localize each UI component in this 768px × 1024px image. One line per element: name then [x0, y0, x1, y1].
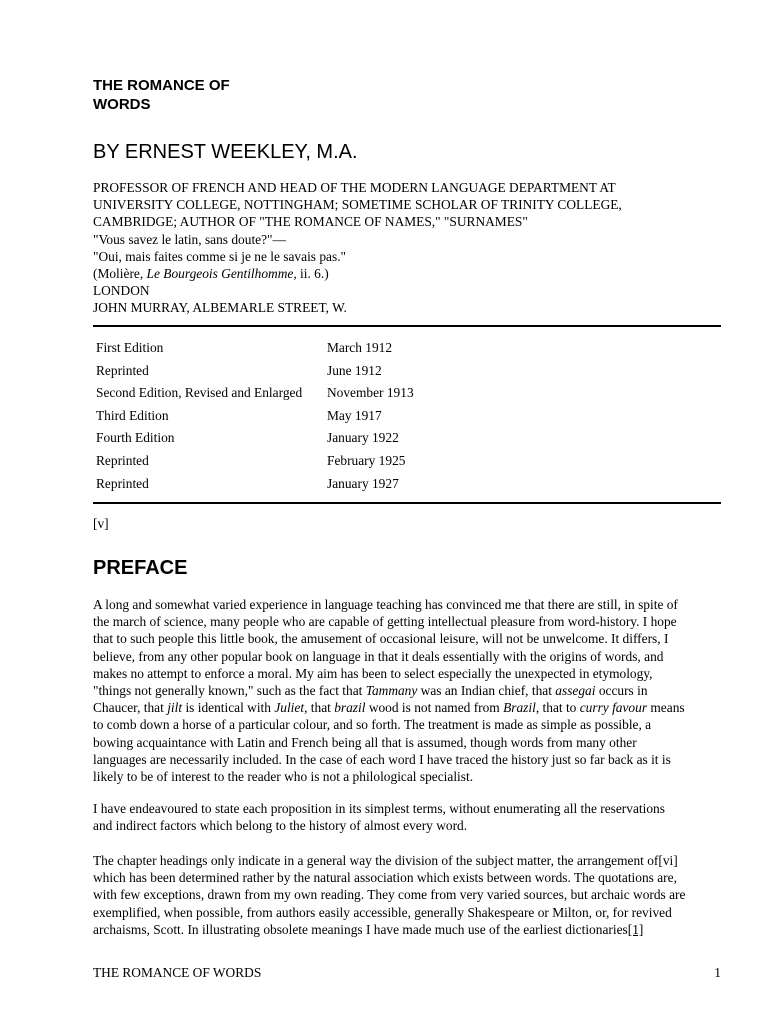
text-span: Chaucer, that [93, 700, 168, 716]
footer-page-number: 1 [714, 965, 721, 980]
epigraph-line-2: "Oui, mais faites comme si je ne le savais pas." [93, 248, 347, 264]
paragraph-line: and indirect factors which belong to the history of almost every word. [93, 818, 468, 834]
edition-name: First Edition [96, 340, 164, 355]
edition-name: Third Edition [96, 407, 169, 423]
paragraph-line: to comb down a horse of a particular colour, and so forth. The treatment is made as simple as possible, a [93, 717, 652, 733]
publisher-name: JOHN MURRAY, ALBEMARLE STREET, W. [93, 300, 347, 316]
paragraph-line: with few exceptions, drawn from my own reading. They come from very varied sources, but archaic words are [93, 887, 686, 903]
horizontal-rule-top [93, 325, 721, 327]
credentials-line-1: PROFESSOR OF FRENCH AND HEAD OF THE MODERN LANGUAGE DEPARTMENT AT [93, 180, 616, 195]
paragraph-line: makes no attempt to enforce a moral. My aim has been to select especially the unexpected in etymology, [93, 665, 653, 681]
paragraph-line: A long and somewhat varied experience in language teaching has convinced me that there are still, in spite of [93, 597, 678, 612]
paragraph-line [93, 699, 721, 716]
text-span: means [647, 700, 685, 716]
epigraph-citation [93, 265, 721, 282]
edition-date: May 1917 [327, 407, 382, 423]
page-marker: [v] [93, 516, 109, 531]
text-span: occurs in [595, 683, 648, 699]
credentials-line-3: CAMBRIDGE; AUTHOR OF "THE ROMANCE OF NAMES," "SURNAMES" [93, 214, 528, 230]
preface-paragraph-3 [93, 852, 721, 938]
edition-date: February 1925 [327, 452, 406, 468]
preface-paragraph-1 [93, 596, 721, 785]
text-span: "things not generally known," such as the fact that [93, 683, 366, 699]
edition-date: June 1912 [327, 362, 382, 378]
citation-suffix: , ii. 6.) [293, 266, 329, 282]
edition-date: November 1913 [327, 385, 414, 401]
italic-term: Tammany [365, 683, 418, 699]
citation-prefix: (Molière, [93, 266, 147, 282]
edition-date: January 1927 [327, 475, 399, 491]
paragraph-line [93, 682, 721, 699]
text-span: archaisms, Scott. In illustrating obsolete meanings I have made much use of the earliest dictionaries [93, 921, 628, 937]
front-matter [93, 179, 721, 317]
italic-term: Brazil [503, 700, 536, 716]
epigraph-line-1: "Vous savez le latin, sans doute?"— [93, 231, 286, 247]
text-span: , that [304, 700, 335, 716]
publisher-place: LONDON [93, 283, 150, 299]
preface-paragraph-2 [93, 800, 721, 834]
edition-name: Fourth Edition [96, 430, 175, 446]
horizontal-rule-bottom [93, 502, 721, 504]
edition-name: Reprinted [96, 362, 149, 378]
paragraph-line [93, 921, 721, 938]
document-page [93, 0, 721, 1024]
preface-heading: PREFACE [93, 557, 188, 579]
text-span: wood is not named from [365, 700, 504, 716]
italic-term: Juliet [274, 700, 305, 716]
paragraph-line: the march of science, many people who are capable of getting intellectual pleasure from word-history. I hope [93, 614, 677, 630]
edition-name: Reprinted [96, 452, 149, 468]
paragraph-line: I have endeavoured to state each proposition in its simplest terms, without enumerating all the reservations [93, 801, 665, 816]
paragraph-line: bowing acquaintance with Latin and French being all that is assumed, though words from many other [93, 734, 637, 750]
paragraph-line: which has been determined rather by the natural association which exists between words. The quotations are, [93, 870, 677, 886]
edition-row [93, 405, 414, 428]
book-title-line-1: THE ROMANCE OF [93, 77, 230, 94]
editions-table [93, 337, 414, 495]
citation-work: Le Bourgeois Gentilhomme [146, 266, 294, 282]
edition-row [93, 450, 414, 473]
author-heading: BY ERNEST WEEKLEY, M.A. [93, 141, 358, 163]
text-span: , that to [535, 700, 580, 716]
text-span: was an Indian chief, that [417, 683, 556, 699]
paragraph-line: believe, from any other popular book on language in that it deals essentially with the origins of words, and [93, 648, 664, 664]
paragraph-line: that to such people this little book, the amusement of occasional leisure, will not be unwelcome. It differs, I [93, 631, 669, 647]
edition-row [93, 382, 414, 405]
edition-row [93, 337, 414, 360]
edition-date: January 1922 [327, 430, 399, 446]
paragraph-line: exemplified, when possible, from authors easily accessible, generally Shakespeare or Milton, or, for revived [93, 904, 672, 920]
footer-title: THE ROMANCE OF WORDS [93, 965, 262, 980]
credentials-line-2: UNIVERSITY COLLEGE, NOTTINGHAM; SOMETIME SCHOLAR OF TRINITY COLLEGE, [93, 197, 622, 213]
italic-term: brazil [334, 700, 366, 716]
italic-term: assegai [555, 683, 596, 699]
paragraph-line: likely to be of interest to the reader who is not a philological specialist. [93, 769, 474, 785]
paragraph-line: languages are necessarily included. In the case of each word I have traced the history just so far back as it is [93, 751, 671, 767]
edition-name: Reprinted [96, 475, 149, 491]
paragraph-line: The chapter headings only indicate in a general way the division of the subject matter, the arrangement of[vi] [93, 853, 678, 868]
edition-name: Second Edition, Revised and Enlarged [96, 385, 303, 401]
edition-date: March 1912 [327, 340, 393, 355]
text-span: is identical with [182, 700, 275, 716]
book-title-line-2: WORDS [93, 96, 151, 113]
italic-term: jilt [167, 700, 183, 716]
footnote-link[interactable]: [1] [627, 921, 644, 937]
italic-term: curry favour [579, 700, 648, 716]
book-title [93, 76, 293, 114]
edition-row [93, 427, 414, 450]
edition-row [93, 360, 414, 383]
edition-row [93, 473, 414, 496]
